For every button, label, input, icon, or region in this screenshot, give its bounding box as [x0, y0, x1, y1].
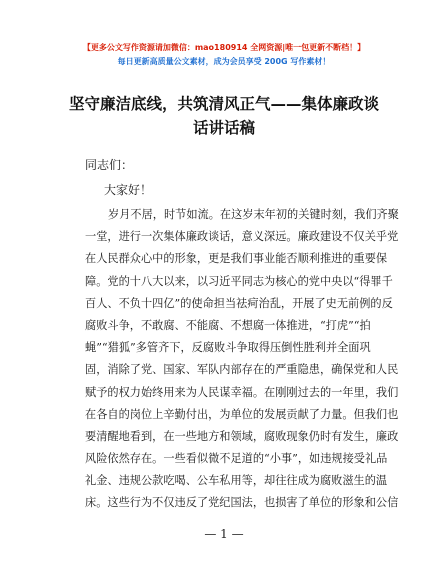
body-line: 赋予的权力始终用来为人民谋幸福。在刚刚过去的一年里，我们 — [85, 385, 399, 399]
page-number: — 1 — — [204, 527, 244, 541]
body-line: 障。党的十八大以来，以习近平同志为核心的党中央以“得罪千 — [85, 274, 393, 288]
body-line: 在各自的岗位上辛勤付出，为单位的发展贡献了力量。但我们也 — [85, 407, 399, 421]
body-line: 一堂，进行一次集体廉政谈话，意义深远。廉政建设不仅关乎党 — [85, 230, 399, 244]
body-line: 在人民群众心中的形象，更是我们事业能否顺利推进的重要保 — [85, 252, 388, 266]
body-line: 床。这些行为不仅违反了党纪国法，也损害了单位的形象和公信 — [85, 496, 399, 510]
body-line: 蝇”“猎狐”多管齐下，反腐败斗争取得压倒性胜利并全面巩 — [85, 341, 371, 355]
document-title — [48, 92, 400, 140]
body-line: 百人、不负十四亿”的使命担当祛疴治乱，开展了史无前例的反 — [85, 296, 393, 310]
speech-body — [85, 204, 399, 515]
salutation: 同志们： — [85, 158, 134, 172]
greeting: 大家好！ — [104, 183, 153, 197]
body-line: 礼金、违规公款吃喝、公车私用等，却往往成为腐败滋生的温 — [85, 474, 388, 488]
body-line: 腐败斗争，不敢腐、不能腐、不想腐一体推进，“打虎”“拍 — [85, 318, 371, 332]
body-line: 岁月不居，时节如流。在这岁末年初的关键时刻，我们齐聚 — [108, 208, 399, 221]
body-line: 固，消除了党、国家、军队内部存在的严重隐患，确保党和人民 — [85, 363, 399, 377]
title-line-2: 话讲话稿 — [192, 119, 255, 137]
body-line: 风险依然存在。一些看似微不足道的“小事”，如违规接受礼品 — [85, 452, 388, 466]
promo-banner-line-1: 【更多公文写作资源请加微信：mao180914 全网资源|唯一包更新不断档！】 — [82, 43, 366, 52]
body-line: 要清醒地看到，在一些地方和领域，腐败现象仍时有发生，廉政 — [85, 429, 399, 443]
promo-banner-line-2: 每日更新高质量公文素材，成为会员享受 200G 写作素材！ — [117, 57, 331, 66]
title-line-1: 坚守廉洁底线，共筑清风正气——集体廉政谈 — [68, 95, 379, 113]
